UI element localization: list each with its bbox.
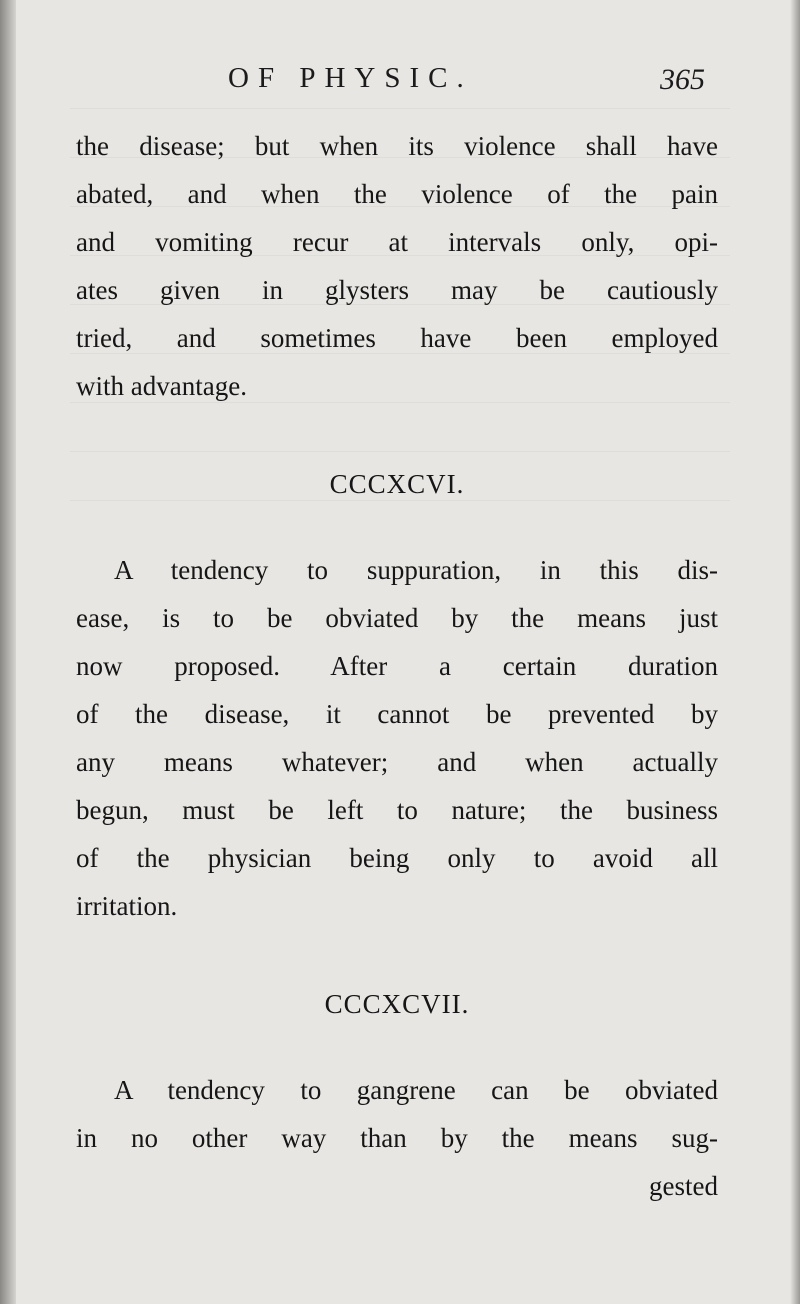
page-number: 365 bbox=[660, 63, 705, 96]
text-line: of the physician being only to avoid all bbox=[76, 843, 718, 873]
text-line: any means whatever; and when actually bbox=[76, 747, 718, 777]
text-line: now proposed. After a certain duration bbox=[76, 651, 718, 681]
text-line: A tendency to suppuration, in this dis- bbox=[114, 555, 718, 585]
page-edge-shadow bbox=[790, 0, 800, 1304]
section-paragraph bbox=[76, 1066, 718, 1162]
text-line: tried, and sometimes have been employed bbox=[76, 323, 718, 353]
section-heading: CCCXCVII. bbox=[324, 989, 470, 1019]
text-line: ease, is to be obviated by the means just bbox=[76, 603, 718, 633]
text-line: abated, and when the violence of the pain bbox=[76, 179, 718, 209]
text-line: and vomiting recur at intervals only, opi- bbox=[76, 227, 718, 257]
text-line: irritation. bbox=[76, 891, 178, 921]
text-line: of the disease, it cannot be prevented by bbox=[76, 699, 718, 729]
text-line: A tendency to gangrene can be obviated bbox=[114, 1075, 718, 1105]
page-header bbox=[0, 58, 800, 98]
text-line: begun, must be left to nature; the business bbox=[76, 795, 718, 825]
text-line: in no other way than by the means sug- bbox=[76, 1123, 718, 1153]
body-text bbox=[76, 122, 718, 1210]
paragraph-continued bbox=[76, 122, 718, 410]
text-line: with advantage. bbox=[76, 371, 247, 401]
section-paragraph bbox=[76, 546, 718, 930]
page-gutter-shadow bbox=[0, 0, 16, 1304]
running-head: OF PHYSIC. bbox=[228, 62, 473, 94]
text-line: ates given in glysters may be cautiously bbox=[76, 275, 718, 305]
catchword: gested bbox=[649, 1171, 718, 1201]
section-heading: CCCXCVI. bbox=[329, 469, 465, 499]
text-line: the disease; but when its violence shall have bbox=[76, 131, 718, 161]
